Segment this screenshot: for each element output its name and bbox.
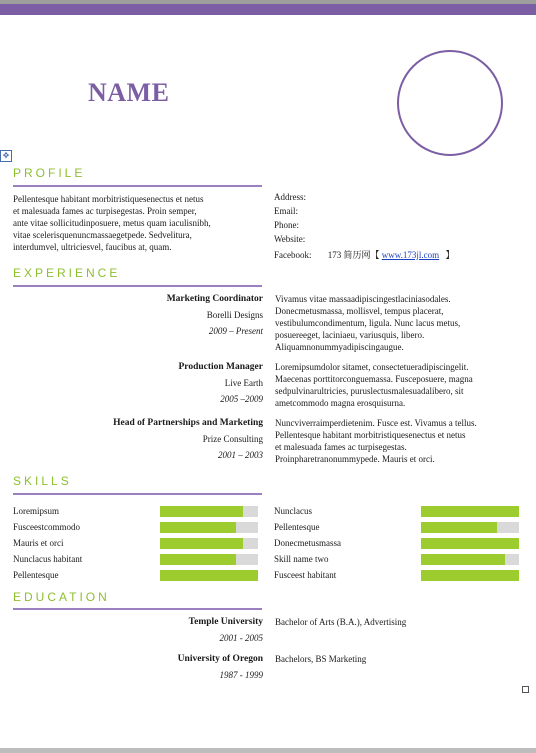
contact-email-label: Email:	[274, 206, 298, 216]
experience-divider	[13, 285, 262, 287]
job-desc-line: vestibulumcondimentum, ligula. Nunc lacus metus,	[275, 318, 461, 328]
job-desc-line: Loremipsumdolor sitamet, consectetueradipiscingelit.	[275, 362, 469, 372]
skill-bar-fill	[421, 522, 497, 533]
profile-line: ante vitae sollicitudinposuere, metus quam iaculisnibh,	[13, 218, 211, 228]
profile-text	[13, 193, 268, 253]
skill-bar	[421, 506, 519, 517]
job-desc-line: posuereeget, laciniaeu, variusquis, libero.	[275, 330, 425, 340]
skill-bar-fill	[421, 538, 519, 549]
skill-label: Skill name two	[274, 554, 329, 564]
profile-line: et malesuada fames ac turpisegestas. Proin semper,	[13, 206, 197, 216]
skill-label: Mauris et orci	[13, 538, 64, 548]
skill-label: Pellentesque	[274, 522, 320, 532]
job-description	[275, 417, 525, 465]
education-section-title: EDUCATION	[13, 590, 110, 604]
job-desc-line: Pellentesque habitant morbitristiquesenectus et netus	[275, 430, 466, 440]
skill-label: Loremipsum	[13, 506, 59, 516]
profile-line: interdumvel, ultriciesvel, faucibus at, quam.	[13, 242, 172, 252]
job-desc-line: Vivamus vitae massaadipiscingestlaciniasodales.	[275, 294, 451, 304]
school-degree: Bachelors, BS Marketing	[275, 654, 367, 664]
skill-bar-fill	[421, 570, 519, 581]
skill-bar	[421, 522, 519, 533]
profile-divider	[13, 185, 262, 187]
skill-bar	[160, 538, 258, 549]
job-desc-line: Maecenas porttitorconguemassa. Fusceposuere, magna	[275, 374, 473, 384]
job-desc-line: ametcommodo magna erosquisurna.	[275, 398, 406, 408]
skill-bar-fill	[160, 538, 243, 549]
school-name: University of Oregon	[177, 654, 263, 664]
education-divider	[13, 608, 262, 610]
skill-label: Nunclacus	[274, 506, 312, 516]
skill-label: Pellentesque	[13, 570, 59, 580]
skill-bar-fill	[160, 570, 258, 581]
job-dates: 2009 – Present	[208, 326, 263, 336]
skill-bar	[160, 506, 258, 517]
move-cross-icon[interactable]: ✥	[0, 150, 12, 162]
school-name: Temple University	[188, 617, 263, 627]
job-title: Head of Partnerships and Marketing	[113, 418, 263, 428]
skill-bar	[160, 554, 258, 565]
job-desc-line: et malesuada fames ac turpisegestas.	[275, 442, 407, 452]
job-company: Live Earth	[224, 378, 263, 388]
skill-bar-fill	[160, 522, 236, 533]
contact-phone-label: Phone:	[274, 220, 300, 230]
skill-bar	[160, 570, 258, 581]
skill-bar-fill	[421, 506, 519, 517]
skills-divider	[13, 493, 262, 495]
contact-facebook-label: Facebook:	[274, 250, 312, 260]
profile-line: vitae scelerisquenuncmassaegetpede. Sedvelitura,	[13, 230, 192, 240]
skill-bar-fill	[421, 554, 505, 565]
job-title: Production Manager	[178, 362, 263, 372]
school-dates: 1987 - 1999	[219, 670, 263, 680]
job-title: Marketing Coordinator	[166, 294, 263, 304]
job-desc-line: Donecmetusmassa, mollisvel, tempus placerat,	[275, 306, 444, 316]
job-description	[275, 361, 525, 409]
website-link[interactable]: www.173jl.com	[381, 250, 440, 260]
job-desc-line: sedpulvinarultricies, puruslectusmalesuadalibero, sit	[275, 386, 464, 396]
job-company: Prize Consulting	[202, 434, 263, 444]
job-desc-line: Nuncviverraimperdietenim. Fusce est. Vivamus a tellus.	[275, 418, 477, 428]
school-dates: 2001 - 2005	[219, 633, 263, 643]
skill-label: Fusceest habitant	[274, 570, 337, 580]
job-desc-line: Proinpharetranonummypede. Mauris et orci.	[275, 454, 435, 464]
skill-label: Donecmetusmassa	[274, 538, 341, 548]
skill-bar	[421, 570, 519, 581]
contact-facebook-end: 】	[445, 250, 455, 260]
skills-section-title: SKILLS	[13, 474, 72, 488]
skill-bar	[421, 538, 519, 549]
profile-section-title: PROFILE	[13, 166, 86, 180]
skill-bar-fill	[160, 506, 243, 517]
skill-label: Nunclacus habitant	[13, 554, 83, 564]
job-desc-line: Aliquamnonummyadipiscingaugue.	[275, 342, 404, 352]
skill-bar	[160, 522, 258, 533]
experience-section-title: EXPERIENCE	[13, 266, 121, 280]
skill-label: Fusceestcommodo	[13, 522, 80, 532]
job-company: Borelli Designs	[206, 310, 263, 320]
contact-facebook-row	[274, 248, 454, 261]
skill-bar-fill	[160, 554, 236, 565]
profile-line: Pellentesque habitant morbitristiquesenectus et netus	[13, 194, 204, 204]
job-dates: 2005 –2009	[220, 394, 263, 404]
contact-website-label: Website:	[274, 234, 306, 244]
skill-bar	[421, 554, 519, 565]
contact-address-label: Address:	[274, 192, 306, 202]
job-description	[275, 293, 525, 353]
school-degree: Bachelor of Arts (B.A.), Advertising	[275, 617, 407, 627]
resize-handle[interactable]	[522, 686, 529, 693]
resume-name: NAME	[88, 78, 170, 107]
bottom-gray-bar	[0, 748, 536, 753]
top-purple-bar	[0, 4, 536, 15]
photo-placeholder-circle[interactable]	[397, 50, 503, 156]
contact-facebook-value: 173 简历网【	[327, 250, 380, 260]
job-dates: 2001 – 2003	[218, 450, 263, 460]
